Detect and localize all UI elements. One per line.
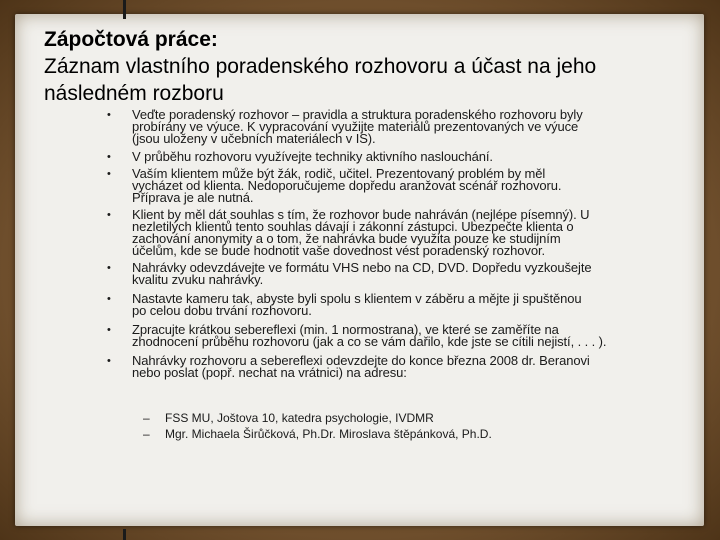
bullet-marker: • [107,209,111,221]
bullet-line: Příprava je ale nutná. [132,190,254,205]
bullet-line: nebo poslat (popř. nechat na vrátnici) na adresu: [132,365,407,380]
bullet-marker: • [107,151,111,163]
bullet-line: (jsou uloženy v učebních materiálech v IS). [132,131,376,146]
bullet-item [107,353,677,380]
dash-marker: – [143,411,150,425]
title-heading: Zápočtová práce: [44,28,218,51]
bullet-marker: • [107,168,111,180]
bullet-line: probírány ve výuce. K vypracování využijte materiálů prezentovaných ve výuce [132,119,579,134]
address-text: Mgr. Michaela Širůčková, Ph.Dr. Miroslava štěpánková, Ph.D. [165,427,492,441]
address-text: FSS MU, Joštova 10, katedra psychologie, IVDMR [165,411,434,425]
bottom-edge-mark [123,529,126,540]
bullet-line: Klient by měl dát souhlas s tím, že rozhovor bude nahráván (nejlépe písemný). U [132,207,590,222]
address-item [143,426,492,442]
bullet-line: Nahrávky odevzdávejte ve formátu VHS nebo na CD, DVD. Dopředu vyzkoušejte [132,260,592,275]
dash-marker: – [143,427,150,441]
bullet-line: kvalitu zvuku nahrávky. [132,272,264,287]
address-item [143,410,492,426]
top-edge-mark [123,0,126,19]
bullet-item [107,291,677,318]
bullet-line: zachování anonymity a o tom, že nahrávka bude využita pouze ke studijním [132,231,561,246]
bullet-item [107,149,677,164]
bullet-line: Nahrávky rozhovoru a sebereflexi odevzdejte do konce března 2008 dr. Beranovi [132,353,590,368]
bullet-marker: • [107,293,111,305]
slide-title [44,26,694,107]
bullet-line: V průběhu rozhovoru využívejte techniky aktivního naslouchání. [132,149,493,164]
bullet-list [107,107,677,380]
title-line-1: Záznam vlastního poradenského rozhovoru a účast na jeho [44,55,597,78]
bullet-line: zhodnocení průběhu rozhovoru (jak a co se vám dařilo, kde jste se cítili nejistí, . . . ). [132,334,607,349]
bullet-marker: • [107,324,111,336]
address-list [143,410,492,442]
bullet-item [107,107,677,146]
bullet-line: po celou dobu trvání rozhovoru. [132,303,312,318]
bullet-marker: • [107,355,111,367]
bullet-line: Zpracujte krátkou sebereflexi (min. 1 normostrana), ve které se zaměříte na [132,322,559,337]
bullet-marker: • [107,109,111,121]
bullet-line: Nastavte kameru tak, abyste byli spolu s klientem v záběru a mějte ji spuštěnou [132,291,582,306]
bullet-item [107,322,677,349]
bullet-item [107,260,677,287]
bullet-line: Vaším klientem může být žák, rodič, učitel. Prezentovaný problém by měl [132,166,546,181]
bullet-line: Veďte poradenský rozhovor – pravidla a struktura poradenského rozhovoru byly [132,107,583,122]
bullet-item [107,166,677,205]
title-line-2: následném rozboru [44,82,224,105]
bullet-line: účelům, kde se bude hodnotit vaše dovednost vést poradenský rozhovor. [132,243,545,258]
bullet-item [107,207,677,258]
bullet-marker: • [107,262,111,274]
bullet-line: nezletilých klientů tento souhlas dávají i zákonní zástupci. Ubezpečte klienta o [132,219,574,234]
bullet-line: vycházet od klienta. Nedoporučujeme dopředu aranžovat scénář rozhovoru. [132,178,562,193]
